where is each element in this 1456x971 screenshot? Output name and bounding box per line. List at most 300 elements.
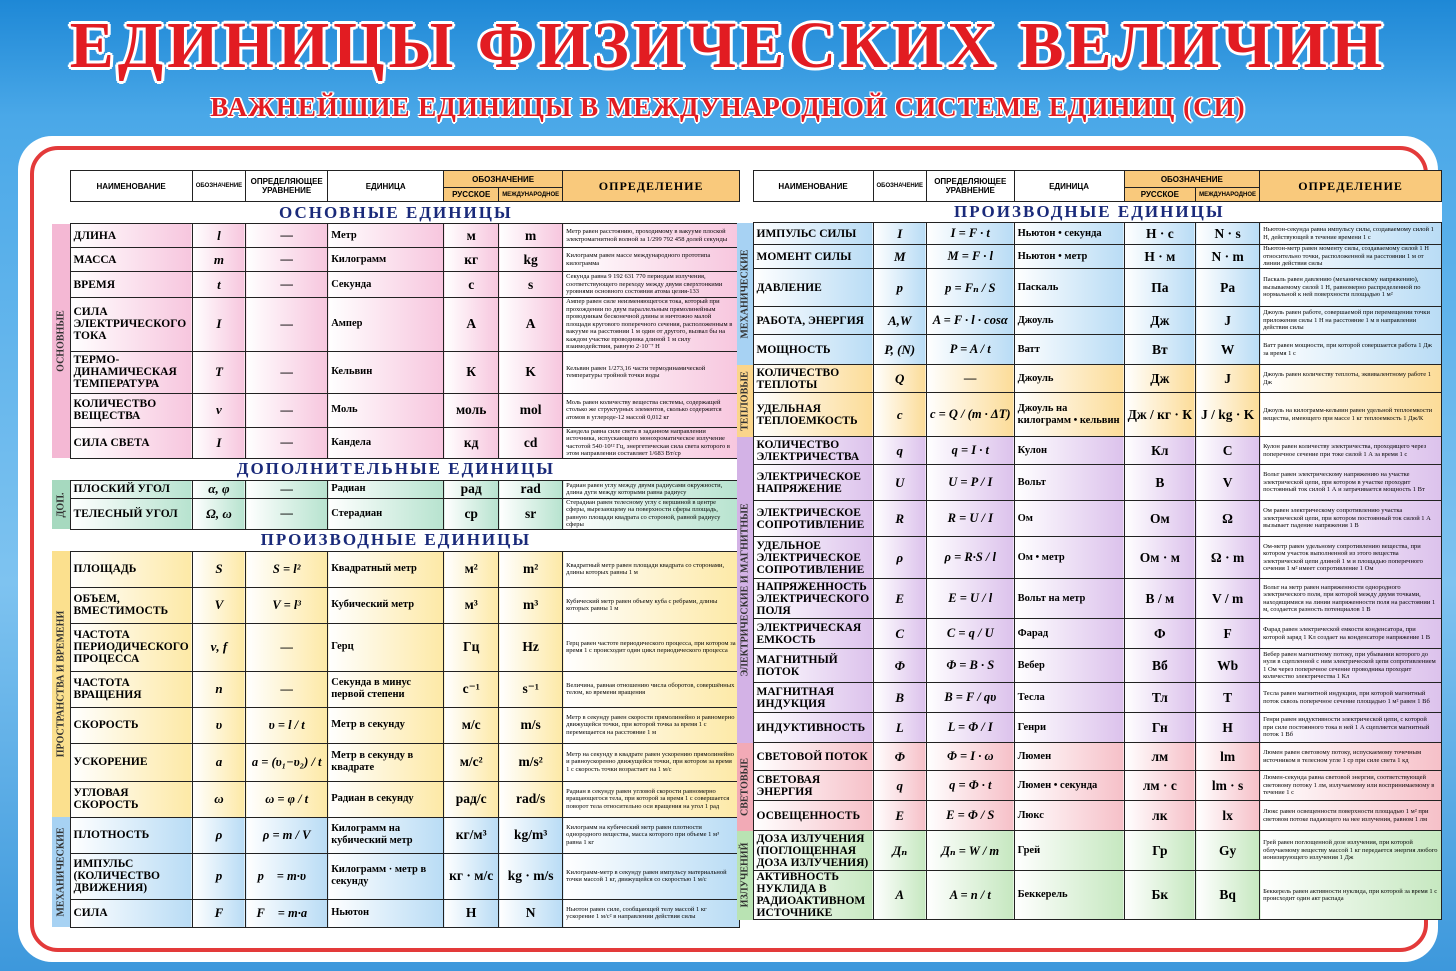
quantity-name: ЧАСТОТА ПЕРИОДИЧЕСКОГО ПРОЦЕССА	[70, 623, 192, 671]
defining-equation: E = U / l	[926, 579, 1014, 619]
defining-equation: —	[246, 272, 328, 298]
russian-notation: м/с²	[444, 743, 499, 781]
international-notation: m²	[499, 551, 563, 587]
russian-notation: Ф	[1124, 619, 1196, 649]
group-label	[737, 437, 753, 743]
group-label	[52, 817, 70, 927]
defining-equation: —	[246, 623, 328, 671]
quantity-symbol: ν	[192, 393, 245, 427]
group-label-text: МЕХАНИЧЕСКИЕ	[739, 248, 751, 339]
unit-definition: Люмен равен световому потоку, испускаемому точечным источником в телесном угле 1 ср при силе света 1 кд	[1260, 743, 1442, 771]
defining-equation: p = Fₙ / S	[926, 269, 1014, 307]
table-row	[52, 248, 740, 272]
quantity-symbol: S	[192, 551, 245, 587]
quantity-symbol: I	[873, 223, 926, 245]
group-label-text: ПРОСТРАНСТВА И ВРЕМЕНИ	[55, 610, 67, 758]
unit-name: Ньютон	[328, 899, 444, 927]
defining-equation: U = P / I	[926, 465, 1014, 501]
defining-equation: —	[246, 298, 328, 352]
quantity-symbol: C	[873, 619, 926, 649]
quantity-name: СКОРОСТЬ	[70, 707, 192, 743]
unit-definition: Ньютон равен силе, сообщающей телу массой 1 кг ускорение 1 м/с² в направлении действия силы	[563, 899, 740, 927]
group-label	[52, 224, 70, 459]
table-row	[737, 537, 1442, 579]
table-row	[52, 351, 740, 393]
russian-notation: А	[444, 298, 499, 352]
russian-notation: Дж / кг · К	[1124, 393, 1196, 437]
quantity-name: ЭЛЕКТРИЧЕСКАЯ ЕМКОСТЬ	[753, 619, 873, 649]
international-notation: lx	[1196, 801, 1260, 831]
unit-definition: Величина, равная отношению числа оборотов, совершённых телом, ко времени вращения	[563, 671, 740, 707]
table-row	[52, 707, 740, 743]
quantity-symbol: q	[873, 771, 926, 801]
defining-equation: —	[246, 671, 328, 707]
russian-notation: Вт	[1124, 335, 1196, 365]
table-row	[737, 831, 1442, 871]
group-label-text: СВЕТОВЫЕ	[739, 757, 751, 816]
header-international: МЕЖДУНАРОДНОЕ	[499, 188, 563, 202]
unit-definition: Генри равен индуктивности электрической цепи, с которой при силе постоянного тока в ней 1 А сцепляется магнитный поток 1 Вб	[1260, 713, 1442, 743]
header-notation: ОБОЗНАЧЕНИЕ	[1124, 171, 1260, 188]
quantity-symbol: α, φ	[192, 480, 245, 498]
international-notation: lm	[1196, 743, 1260, 771]
table-row	[737, 365, 1442, 393]
header-symbol: ОБОЗНАЧЕНИЕ	[192, 171, 245, 202]
russian-notation: Дж	[1124, 307, 1196, 335]
quantity-symbol: Φ	[873, 743, 926, 771]
quantity-symbol: I	[192, 298, 245, 352]
unit-name: Ом	[1014, 501, 1124, 537]
table-row	[52, 623, 740, 671]
unit-name: Килограмм на кубический метр	[328, 817, 444, 853]
unit-definition: Метр в секунду равен скорости прямолинейно и равномерно движущейся точки, при которой точка за время 1 с перемещается на расстояние 1 м	[563, 707, 740, 743]
unit-definition: Радиан равен углу между двумя радиусами окружности, длина дуги между которыми равна радиусу	[563, 480, 740, 498]
table-row	[737, 579, 1442, 619]
defining-equation: c = Q / (m · ΔT)	[926, 393, 1014, 437]
unit-definition: Грей равен поглощенной дозе излучения, при которой облучаемому веществу массой 1 кг передается энергия любого ионизирующего излучения 1 Дж	[1260, 831, 1442, 871]
unit-name: Грей	[1014, 831, 1124, 871]
quantity-symbol: E	[873, 579, 926, 619]
unit-definition: Килограмм на кубический метр равен плотности однородного вещества, масса которого при объеме 1 м³ равна 1 кг	[563, 817, 740, 853]
quantity-symbol: T	[192, 351, 245, 393]
unit-definition: Ньютон-секунда равна импульсу силы, создаваемому силой 1 Н, действующей в течение времени 1 с	[1260, 223, 1442, 245]
unit-definition: Герц равен частоте периодического процесса, при котором за время 1 с происходит один цикл периодического процесса	[563, 623, 740, 671]
unit-name: Моль	[328, 393, 444, 427]
group-label	[737, 743, 753, 831]
unit-name: Вольт	[1014, 465, 1124, 501]
unit-definition: Вебер равен магнитному потоку, при убывании которого до нуля в сцепленной с ним электрической цепи сопротивлением 1 Ом через поперечное сечение проводника проходит количество электричества 1 Кл	[1260, 649, 1442, 683]
defining-equation: ω = φ / t	[246, 781, 328, 817]
international-notation: rad/s	[499, 781, 563, 817]
russian-notation: кд	[444, 427, 499, 458]
quantity-symbol: U	[873, 465, 926, 501]
table-row	[52, 224, 740, 248]
table-row	[52, 671, 740, 707]
unit-definition: Метр на секунду в квадрате равен ускорению прямолинейно и равноускоренно движущейся точки, при котором за время 1 с скорость точки возрастает на 1 м/с	[563, 743, 740, 781]
quantity-name: ЭЛЕКТРИЧЕСКОЕ СОПРОТИВЛЕНИЕ	[753, 501, 873, 537]
russian-notation: лк	[1124, 801, 1196, 831]
page-title: ЕДИНИЦЫ ФИЗИЧЕСКИХ ВЕЛИЧИН	[69, 9, 1387, 82]
quantity-symbol: A,W	[873, 307, 926, 335]
russian-notation: лм · с	[1124, 771, 1196, 801]
unit-name: Герц	[328, 623, 444, 671]
russian-notation: В / м	[1124, 579, 1196, 619]
unit-name: Джоуль	[1014, 365, 1124, 393]
defining-equation: M = F · l	[926, 245, 1014, 269]
unit-name: Стерадиан	[328, 498, 444, 529]
unit-definition: Килограмм-метр в секунду равен импульсу материальной точки массой 1 кг, движущейся со скоростью 1 м/с	[563, 853, 740, 899]
quantity-name: УСКОРЕНИЕ	[70, 743, 192, 781]
table-row	[52, 498, 740, 529]
table-row	[737, 465, 1442, 501]
unit-name: Радиан в секунду	[328, 781, 444, 817]
unit-definition: Люкс равен освещенности поверхности площадью 1 м² при световом потоке падающего на нее излучения, равном 1 лм	[1260, 801, 1442, 831]
group-label	[737, 223, 753, 365]
header-spacer	[52, 171, 70, 202]
quantity-symbol: a	[192, 743, 245, 781]
international-notation: s	[499, 272, 563, 298]
table-row	[52, 853, 740, 899]
international-notation: Wb	[1196, 649, 1260, 683]
quantity-name: АКТИВНОСТЬ НУКЛИДА В РАДИОАКТИВНОМ ИСТОЧНИКЕ	[753, 871, 873, 920]
russian-notation: Ом · м	[1124, 537, 1196, 579]
group-label-text: ИЗЛУЧЕНИЙ	[739, 842, 751, 908]
header-international: МЕЖДУНАРОДНОЕ	[1196, 188, 1260, 202]
table-row	[737, 743, 1442, 771]
international-notation: Gy	[1196, 831, 1260, 871]
defining-equation: —	[246, 351, 328, 393]
quantity-symbol: ν, f	[192, 623, 245, 671]
table-row	[737, 619, 1442, 649]
quantity-name: ТЕРМО-ДИНАМИЧЕСКАЯ ТЕМПЕРАТУРА	[70, 351, 192, 393]
russian-notation: Ом	[1124, 501, 1196, 537]
table-row	[52, 743, 740, 781]
defining-equation: V = l³	[246, 587, 328, 623]
unit-definition: Кубический метр равен объему куба с ребрами, длины которых равны 1 м	[563, 587, 740, 623]
quantity-name: НАПРЯЖЕННОСТЬ ЭЛЕКТРИЧЕСКОГО ПОЛЯ	[753, 579, 873, 619]
quantity-symbol: m	[192, 248, 245, 272]
international-notation: H	[1196, 713, 1260, 743]
international-notation: Ω · m	[1196, 537, 1260, 579]
quantity-symbol: Дₙ	[873, 831, 926, 871]
russian-notation: лм	[1124, 743, 1196, 771]
table-row	[52, 427, 740, 458]
quantity-name: ЭЛЕКТРИЧЕСКОЕ НАПРЯЖЕНИЕ	[753, 465, 873, 501]
unit-name: Паскаль	[1014, 269, 1124, 307]
group-label-text: ЭЛЕКТРИЧЕСКИЕ И МАГНИТНЫЕ	[739, 502, 751, 677]
russian-notation: с	[444, 272, 499, 298]
group-label	[737, 831, 753, 920]
left-units-table	[52, 170, 740, 928]
defining-equation: B = F / qυ	[926, 683, 1014, 713]
quantity-symbol: R	[873, 501, 926, 537]
quantity-name: СИЛА ЭЛЕКТРИЧЕСКОГО ТОКА	[70, 298, 192, 352]
table-row	[52, 817, 740, 853]
international-notation: Pa	[1196, 269, 1260, 307]
unit-name: Метр	[328, 224, 444, 248]
quantity-symbol: l	[192, 224, 245, 248]
table-row	[52, 551, 740, 587]
quantity-symbol: M	[873, 245, 926, 269]
quantity-name: ПЛОТНОСТЬ	[70, 817, 192, 853]
unit-definition: Ом равен электрическому сопротивлению участка электрической цепи, при котором постоянный ток силой 1 А вызывает падение напряжения 1 В	[1260, 501, 1442, 537]
header-definition: ОПРЕДЕЛЕНИЕ	[563, 171, 740, 202]
international-notation: J	[1196, 365, 1260, 393]
quantity-symbol: V	[192, 587, 245, 623]
header-equation: ОПРЕДЕЛЯЮЩЕЕ УРАВНЕНИЕ	[926, 171, 1014, 202]
header-unit: ЕДИНИЦА	[1014, 171, 1124, 202]
quantity-symbol: E	[873, 801, 926, 831]
quantity-symbol: F	[192, 899, 245, 927]
international-notation: F	[1196, 619, 1260, 649]
group-label-text: ОСНОВНЫЕ	[55, 309, 67, 372]
unit-definition: Стерадиан равен телесному углу с вершиной в центре сферы, вырезающему на поверхности сферы площадь, равную площади квадрата со стороной, равной радиусу сферы	[563, 498, 740, 529]
unit-definition: Радиан в секунду равен угловой скорости равномерно вращающегося тела, при которой за время 1 с совершается поворот тела относительно оси вращения на угол 1 рад	[563, 781, 740, 817]
international-notation: rad	[499, 480, 563, 498]
table-row	[737, 335, 1442, 365]
quantity-name: МОЩНОСТЬ	[753, 335, 873, 365]
quantity-symbol: q	[873, 437, 926, 465]
quantity-name: РАБОТА, ЭНЕРГИЯ	[753, 307, 873, 335]
page-subtitle: ВАЖНЕЙШИЕ ЕДИНИЦЫ В МЕЖДУНАРОДНОЙ СИСТЕМЕ ЕДИНИЦ (СИ)	[210, 92, 1246, 122]
international-notation: cd	[499, 427, 563, 458]
defining-equation: L = Φ / I	[926, 713, 1014, 743]
quantity-symbol: I	[192, 427, 245, 458]
unit-name: Ом • метр	[1014, 537, 1124, 579]
russian-notation: Гр	[1124, 831, 1196, 871]
defining-equation: —	[246, 248, 328, 272]
quantity-name: ОСВЕЩЕННОСТЬ	[753, 801, 873, 831]
russian-notation: моль	[444, 393, 499, 427]
table-row	[737, 307, 1442, 335]
international-notation: lm · s	[1196, 771, 1260, 801]
table-row	[52, 393, 740, 427]
unit-definition: Метр равен расстоянию, проходимому в вакууме плоской электромагнитной волной за 1/299 792 458 долей секунды	[563, 224, 740, 248]
quantity-symbol: t	[192, 272, 245, 298]
table-row	[737, 223, 1442, 245]
quantity-symbol: Q	[873, 365, 926, 393]
unit-definition: Паскаль равен давлению (механическому напряжению), вызываемому силой 1 Н, равномерно распределенной по нормальной к ней поверхности площадью 1 м²	[1260, 269, 1442, 307]
defining-equation: —	[246, 498, 328, 529]
table-row	[737, 437, 1442, 465]
unit-definition: Джоуль равен количеству теплоты, эквивалентному работе 1 Дж	[1260, 365, 1442, 393]
unit-name: Метр в секунду в квадрате	[328, 743, 444, 781]
quantity-name: КОЛИЧЕСТВО ЭЛЕКТРИЧЕСТВА	[753, 437, 873, 465]
table-row	[52, 480, 740, 498]
quantity-name: КОЛИЧЕСТВО ВЕЩЕСТВА	[70, 393, 192, 427]
quantity-name: СИЛА СВЕТА	[70, 427, 192, 458]
header-definition: ОПРЕДЕЛЕНИЕ	[1260, 171, 1442, 202]
defining-equation: q = Φ · t	[926, 771, 1014, 801]
quantity-name: УДЕЛЬНАЯ ТЕПЛОЕМКОСТЬ	[753, 393, 873, 437]
quantity-name: ИМПУЛЬС СИЛЫ	[753, 223, 873, 245]
left-table-panel	[52, 170, 740, 928]
international-notation: V / m	[1196, 579, 1260, 619]
unit-name: Квадратный метр	[328, 551, 444, 587]
russian-notation: рад/с	[444, 781, 499, 817]
international-notation: Ω	[1196, 501, 1260, 537]
quantity-symbol: υ	[192, 707, 245, 743]
defining-equation: ρ = m / V	[246, 817, 328, 853]
russian-notation: ср	[444, 498, 499, 529]
table-row	[737, 683, 1442, 713]
international-notation: m³	[499, 587, 563, 623]
international-notation: T	[1196, 683, 1260, 713]
russian-notation: м	[444, 224, 499, 248]
quantity-name: УГЛОВАЯ СКОРОСТЬ	[70, 781, 192, 817]
russian-notation: К	[444, 351, 499, 393]
defining-equation: p⃗ = m·υ⃗	[246, 853, 328, 899]
unit-definition: Вольт на метр равен напряженности однородного электрического поля, при которой между двумя точками, находящимися на линии напряженности поля на расстоянии 1 м, создается разность потенциалов 1 В	[1260, 579, 1442, 619]
unit-name: Кубический метр	[328, 587, 444, 623]
russian-notation: Па	[1124, 269, 1196, 307]
table-row	[737, 393, 1442, 437]
header-name: НАИМЕНОВАНИЕ	[70, 171, 192, 202]
defining-equation: F⃗ = m·a⃗	[246, 899, 328, 927]
quantity-symbol: L	[873, 713, 926, 743]
unit-definition: Ватт равен мощности, при которой совершается работа 1 Дж за время 1 с	[1260, 335, 1442, 365]
quantity-name: ЧАСТОТА ВРАЩЕНИЯ	[70, 671, 192, 707]
russian-notation: м/с	[444, 707, 499, 743]
defining-equation: A = n / t	[926, 871, 1014, 920]
unit-definition: Джоуль на килограмм-кельвин равен удельной теплоемкости вещества, имеющего при массе 1 кг теплоемкость 1 Дж/К	[1260, 393, 1442, 437]
group-label-text: ДОП.	[55, 492, 67, 517]
russian-notation: Дж	[1124, 365, 1196, 393]
unit-name: Люмен	[1014, 743, 1124, 771]
table-row	[737, 269, 1442, 307]
header-symbol: ОБОЗНАЧЕНИЕ	[873, 171, 926, 202]
header-equation: ОПРЕДЕЛЯЮЩЕЕ УРАВНЕНИЕ	[246, 171, 328, 202]
quantity-symbol: Φ	[873, 649, 926, 683]
quantity-symbol: ρ	[873, 537, 926, 579]
header-spacer	[737, 171, 753, 202]
header-name: НАИМЕНОВАНИЕ	[753, 171, 873, 202]
table-row	[52, 587, 740, 623]
international-notation: m	[499, 224, 563, 248]
quantity-name: СВЕТОВАЯ ЭНЕРГИЯ	[753, 771, 873, 801]
defining-equation: I = F · t	[926, 223, 1014, 245]
quantity-name: ВРЕМЯ	[70, 272, 192, 298]
defining-equation: S = l²	[246, 551, 328, 587]
international-notation: m/s	[499, 707, 563, 743]
quantity-symbol: c	[873, 393, 926, 437]
international-notation: Bq	[1196, 871, 1260, 920]
unit-definition: Моль равен количеству вещества системы, содержащей столько же структурных элементов, сколько содержится атомов в углероде-12 массой 0,012 кг	[563, 393, 740, 427]
unit-name: Секунда	[328, 272, 444, 298]
international-notation: s⁻¹	[499, 671, 563, 707]
quantity-name: ДЛИНА	[70, 224, 192, 248]
unit-definition: Ом-метр равен удельному сопротивлению вещества, при котором участок выполненной из этого вещества электрической цепи длиной 1 м и площадью поперечного сечения 1 м² имеет сопротивление 1 Ом	[1260, 537, 1442, 579]
quantity-symbol: ω	[192, 781, 245, 817]
international-notation: J / kg · K	[1196, 393, 1260, 437]
defining-equation: —	[246, 224, 328, 248]
unit-name: Ньютон • метр	[1014, 245, 1124, 269]
international-notation: kg · m/s	[499, 853, 563, 899]
unit-definition: Вольт равен электрическому напряжению на участке электрической цепи, при котором в участке проходит постоянный ток силой 1 А и затрачивается мощность 1 Вт	[1260, 465, 1442, 501]
russian-notation: Н · м	[1124, 245, 1196, 269]
russian-notation: м³	[444, 587, 499, 623]
unit-name: Килограмм	[328, 248, 444, 272]
header-notation: ОБОЗНАЧЕНИЕ	[444, 171, 563, 188]
russian-notation: кг	[444, 248, 499, 272]
unit-name: Кельвин	[328, 351, 444, 393]
unit-definition: Джоуль равен работе, совершаемой при перемещении точки приложения силы 1 Н на расстояние 1 м в направлении действия силы	[1260, 307, 1442, 335]
international-notation: V	[1196, 465, 1260, 501]
quantity-symbol: p	[873, 269, 926, 307]
defining-equation: —	[246, 393, 328, 427]
quantity-name: МОМЕНТ СИЛЫ	[753, 245, 873, 269]
quantity-name: ПЛОСКИЙ УГОЛ	[70, 480, 192, 498]
header-russian: РУССКОЕ	[1124, 188, 1196, 202]
header-russian: РУССКОЕ	[444, 188, 499, 202]
russian-notation: Тл	[1124, 683, 1196, 713]
unit-definition: Люмен-секунда равна световой энергии, соответствующей световому потоку 1 лм, излучаемому или воспринимаемому в течение 1 с	[1260, 771, 1442, 801]
quantity-name: МАГНИТНАЯ ИНДУКЦИЯ	[753, 683, 873, 713]
international-notation: m/s²	[499, 743, 563, 781]
quantity-symbol: ρ	[192, 817, 245, 853]
unit-name: Люкс	[1014, 801, 1124, 831]
quantity-symbol: B	[873, 683, 926, 713]
unit-definition: Ньютон-метр равен моменту силы, создаваемому силой 1 Н относительно точки, расположенной на расстоянии 1 м от линии действия силы	[1260, 245, 1442, 269]
russian-notation: Гц	[444, 623, 499, 671]
international-notation: K	[499, 351, 563, 393]
unit-definition: Секунда равна 9 192 631 770 периодам излучения, соответствующего переходу между двумя сверхтонкими уровнями основного состояния атома цезия-133	[563, 272, 740, 298]
unit-name: Радиан	[328, 480, 444, 498]
group-label	[52, 480, 70, 529]
unit-definition: Кельвин равен 1/273,16 части термодинамической температуры тройной точки воды	[563, 351, 740, 393]
unit-name: Ампер	[328, 298, 444, 352]
unit-name: Люмен • секунда	[1014, 771, 1124, 801]
unit-name: Джоуль на килограмм • кельвин	[1014, 393, 1124, 437]
quantity-name: СВЕТОВОЙ ПОТОК	[753, 743, 873, 771]
unit-definition: Квадратный метр равен площади квадрата со сторонами, длины которых равны 1 м	[563, 551, 740, 587]
table-row	[737, 871, 1442, 920]
russian-notation: рад	[444, 480, 499, 498]
russian-notation: кг · м/с	[444, 853, 499, 899]
defining-equation: —	[246, 427, 328, 458]
international-notation: kg/m³	[499, 817, 563, 853]
quantity-symbol: P, (N)	[873, 335, 926, 365]
quantity-name: ДОЗА ИЗЛУЧЕНИЯ (ПОГЛОЩЕННАЯ ДОЗА ИЗЛУЧЕНИЯ)	[753, 831, 873, 871]
unit-definition: Кулон равен количеству электричества, проходящего через поперечное сечение при токе силой 1 А за время 1 с	[1260, 437, 1442, 465]
international-notation: N	[499, 899, 563, 927]
defining-equation: υ = l / t	[246, 707, 328, 743]
group-label	[52, 551, 70, 817]
defining-equation: Дₙ = W / m	[926, 831, 1014, 871]
right-table-panel	[737, 170, 1442, 920]
international-notation: mol	[499, 393, 563, 427]
international-notation: N · s	[1196, 223, 1260, 245]
unit-name: Ватт	[1014, 335, 1124, 365]
unit-name: Килограмм · метр в секунду	[328, 853, 444, 899]
table-row	[737, 801, 1442, 831]
russian-notation: с⁻¹	[444, 671, 499, 707]
quantity-name: СИЛА	[70, 899, 192, 927]
international-notation: A	[499, 298, 563, 352]
defining-equation: C = q / U	[926, 619, 1014, 649]
defining-equation: E = Φ / S	[926, 801, 1014, 831]
section-title: ПРОИЗВОДНЫЕ ЕДИНИЦЫ	[737, 202, 1442, 223]
defining-equation: Φ = B · S	[926, 649, 1014, 683]
russian-notation: м²	[444, 551, 499, 587]
international-notation: sr	[499, 498, 563, 529]
quantity-name: УДЕЛЬНОЕ ЭЛЕКТРИЧЕСКОЕ СОПРОТИВЛЕНИЕ	[753, 537, 873, 579]
defining-equation: q = I · t	[926, 437, 1014, 465]
unit-name: Кандела	[328, 427, 444, 458]
header-unit: ЕДИНИЦА	[328, 171, 444, 202]
quantity-symbol: Ω, ω	[192, 498, 245, 529]
quantity-name: ИМПУЛЬС (КОЛИЧЕСТВО ДВИЖЕНИЯ)	[70, 853, 192, 899]
